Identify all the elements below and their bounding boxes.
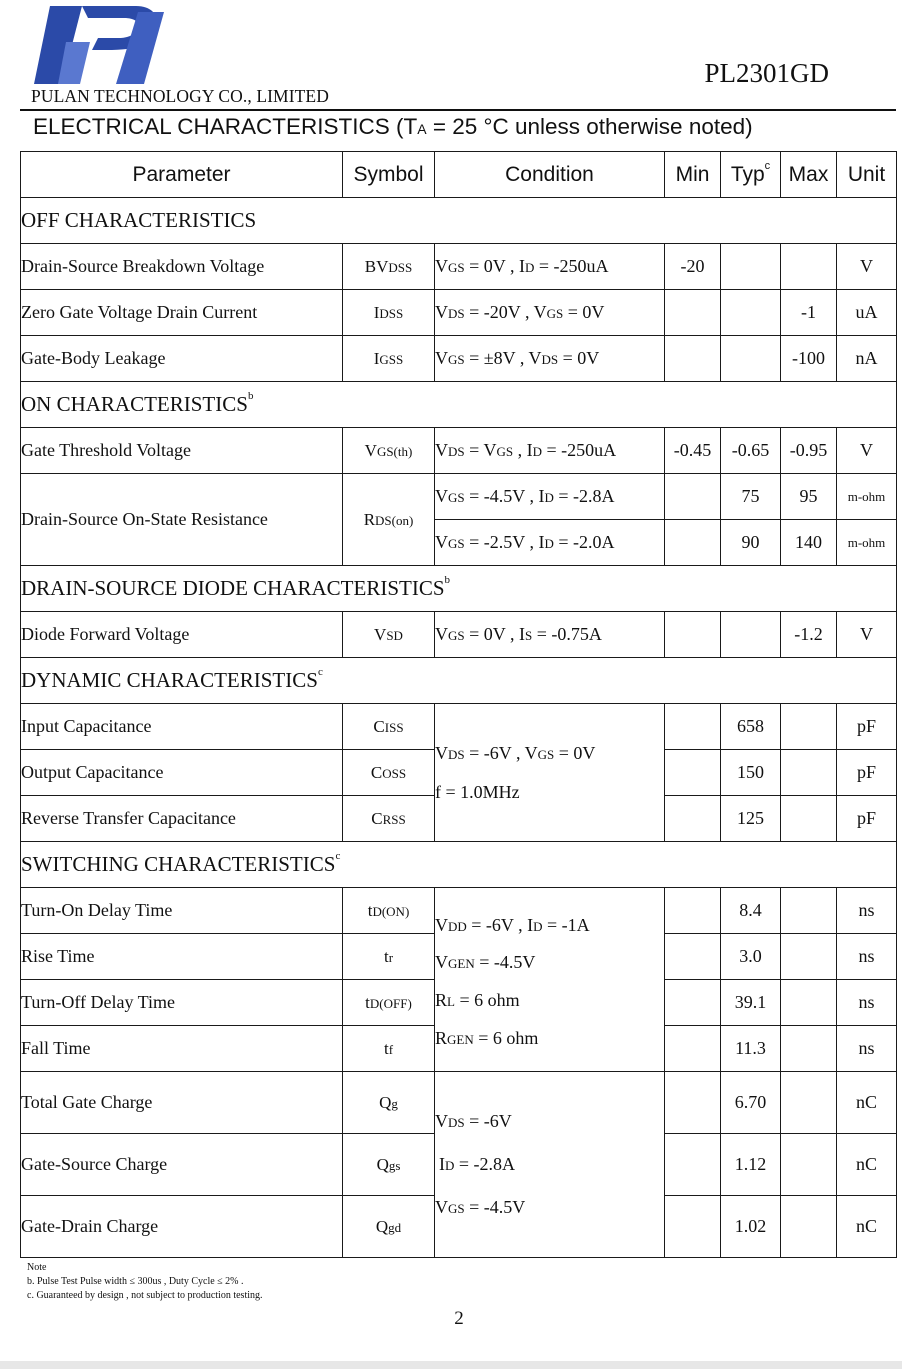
electrical-characteristics-table xyxy=(20,151,897,1258)
table-row: Diode Forward Voltage VSD VGS = 0V , IS = -0.75A -1.2 V xyxy=(21,612,897,658)
table-row: Output Capacitance COSS 150 pF xyxy=(21,750,897,796)
part-number: PL2301GD xyxy=(704,58,829,88)
table-row: Gate-Body Leakage IGSS VGS = ±8V , VDS = 0V -100 nA xyxy=(21,336,897,382)
header-typ: Typ$^c$ xyxy=(721,152,781,198)
table-row: Drain-Source Breakdown Voltage BVDSS VGS = 0V , ID = -250uA -20 V xyxy=(21,244,897,290)
page-number: 2 xyxy=(454,1308,464,1329)
table-row: Gate Threshold Voltage VGS(th) VDS = VGS , ID = -250uA -0.45 -0.65 -0.95 V xyxy=(21,428,897,474)
electrical-characteristics-title: ELECTRICAL CHARACTERISTICS (TA = 25 °C unless otherwise noted) xyxy=(33,114,753,139)
company-name: PULAN TECHNOLOGY CO., LIMITED xyxy=(31,86,329,106)
header-parameter: Parameter xyxy=(21,152,343,198)
table-row: Gate-Source Charge Qgs 1.12 nC xyxy=(21,1134,897,1196)
dynamic-condition: VDS = -6V , VGS = 0V f = 1.0MHz xyxy=(435,704,665,842)
section-dynamic-characteristics: DYNAMIC CHARACTERISTICS$^c$ xyxy=(21,658,897,704)
table-row: Zero Gate Voltage Drain Current IDSS VDS = -20V , VGS = 0V -1 uA xyxy=(21,290,897,336)
gate-charge-condition: VDS = -6V ID = -2.8A VGS = -4.5V xyxy=(435,1072,665,1258)
table-row: Total Gate Charge Qg VDS = -6V ID = -2.8A VGS = -4.5V 6.70 nC xyxy=(21,1072,897,1134)
table-row: Gate-Drain Charge Qgd 1.02 nC xyxy=(21,1196,897,1258)
header-min: Min xyxy=(665,152,721,198)
note-c: c. Guaranteed by design , not subject to production testing. xyxy=(27,1290,263,1301)
section-diode-characteristics: DRAIN-SOURCE DIODE CHARACTERISTICS$^b$ xyxy=(21,566,897,612)
header-condition: Condition xyxy=(435,152,665,198)
table-row: Fall Time tf 11.3 ns xyxy=(21,1026,897,1072)
pulan-logo xyxy=(32,2,164,88)
switching-condition: VDD = -6V , ID = -1A VGEN = -4.5V RL = 6 ohm RGEN = 6 ohm xyxy=(435,888,665,1072)
table-row: Turn-Off Delay Time tD(OFF) 39.1 ns xyxy=(21,980,897,1026)
table-row: Turn-On Delay Time tD(ON) VDD = -6V , ID = -1A VGEN = -4.5V RL = 6 ohm RGEN = 6 ohm 8.4 ns xyxy=(21,888,897,934)
table-header-row xyxy=(21,152,897,198)
section-switching-characteristics: SWITCHING CHARACTERISTICS$^c$ xyxy=(21,842,897,888)
note-b: b. Pulse Test Pulse width ≤ 300us , Duty Cycle ≤ 2% . xyxy=(27,1276,244,1287)
table-row: Input Capacitance CISS VDS = -6V , VGS = 0V f = 1.0MHz 658 pF xyxy=(21,704,897,750)
header-symbol: Symbol xyxy=(343,152,435,198)
header-divider xyxy=(20,109,896,111)
table-row: Drain-Source On-State Resistance RDS(on) VGS = -4.5V , ID = -2.8A 75 95 m-ohm xyxy=(21,474,897,520)
section-on-characteristics: ON CHARACTERISTICS$^b$ xyxy=(21,382,897,428)
page-bottom-bar xyxy=(0,1361,902,1369)
header-unit: Unit xyxy=(837,152,897,198)
table-row: VGS = -2.5V , ID = -2.0A 90 140 m-ohm xyxy=(21,520,897,566)
header-max: Max xyxy=(781,152,837,198)
table-row: Rise Time tr 3.0 ns xyxy=(21,934,897,980)
section-off-characteristics: OFF CHARACTERISTICS xyxy=(21,198,897,244)
table-row: Reverse Transfer Capacitance CRSS 125 pF xyxy=(21,796,897,842)
note-title: Note xyxy=(27,1262,47,1273)
footnotes xyxy=(27,1261,263,1303)
